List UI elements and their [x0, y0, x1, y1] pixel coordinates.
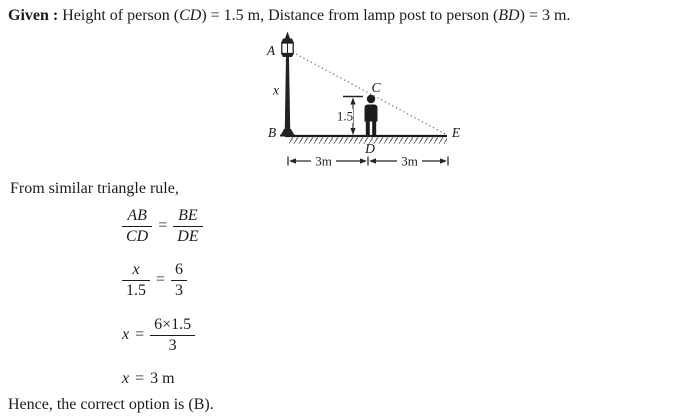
numerator-be: BE — [173, 207, 202, 227]
equation-3 — [122, 316, 195, 355]
given-var-cd: CD — [179, 7, 202, 24]
given-text-1: Height of person ( — [58, 7, 180, 24]
left-distance-label: 3m — [315, 153, 332, 169]
given-statement — [8, 7, 570, 25]
numerator-ab: AB — [122, 207, 152, 227]
denominator-1-5: 1.5 — [126, 282, 146, 300]
point-b-label: B — [267, 125, 277, 140]
height-dimension — [337, 97, 363, 136]
lhs-x: x — [122, 370, 130, 387]
denominator-3: 3 — [168, 337, 177, 355]
denominator-3: 3 — [175, 282, 184, 300]
fraction-6-3 — [171, 261, 187, 300]
lhs-x: x — [122, 326, 130, 344]
given-text-2: ) = 1.5 m, Distance from lamp post to person ( — [201, 7, 499, 24]
numerator-x: x — [122, 261, 150, 281]
person-height-label: 1.5 — [336, 108, 354, 124]
point-d-label: D — [365, 141, 375, 156]
equals-sign: = — [158, 217, 168, 235]
numerator-6x1-5: 6×1.5 — [150, 316, 195, 336]
equals-sign: = — [156, 271, 166, 289]
lamp-post-icon — [280, 32, 295, 137]
lamp-post-diagram — [250, 30, 470, 170]
denominator-cd: CD — [126, 228, 149, 246]
point-e-label: E — [451, 125, 461, 140]
denominator-de: DE — [177, 228, 199, 246]
equals-sign: = — [135, 370, 145, 387]
right-distance-label: 3m — [401, 153, 418, 169]
given-var-bd: BD — [498, 7, 520, 24]
solution-intro: From similar triangle rule, — [10, 180, 179, 197]
equation-1 — [122, 207, 203, 246]
equals-sign: = — [135, 326, 145, 344]
distance-dimension — [288, 157, 448, 166]
equation-4 — [122, 370, 175, 388]
fraction-ab-cd — [122, 207, 152, 246]
point-a-label: A — [266, 43, 276, 58]
pole-height-x-label: x — [273, 82, 279, 98]
result-value: 3 m — [150, 370, 175, 387]
point-c-label: C — [371, 80, 381, 95]
equation-2 — [122, 261, 187, 300]
fraction-be-de — [173, 207, 202, 246]
fraction-6x1-5-3 — [150, 316, 195, 355]
fraction-x-1-5 — [122, 261, 150, 300]
numerator-6: 6 — [171, 261, 187, 281]
person-icon — [365, 95, 378, 136]
given-label: Given : — [8, 7, 59, 24]
conclusion-text: Hence, the correct option is (B). — [8, 396, 214, 413]
given-text-3: ) = 3 m. — [519, 7, 571, 24]
